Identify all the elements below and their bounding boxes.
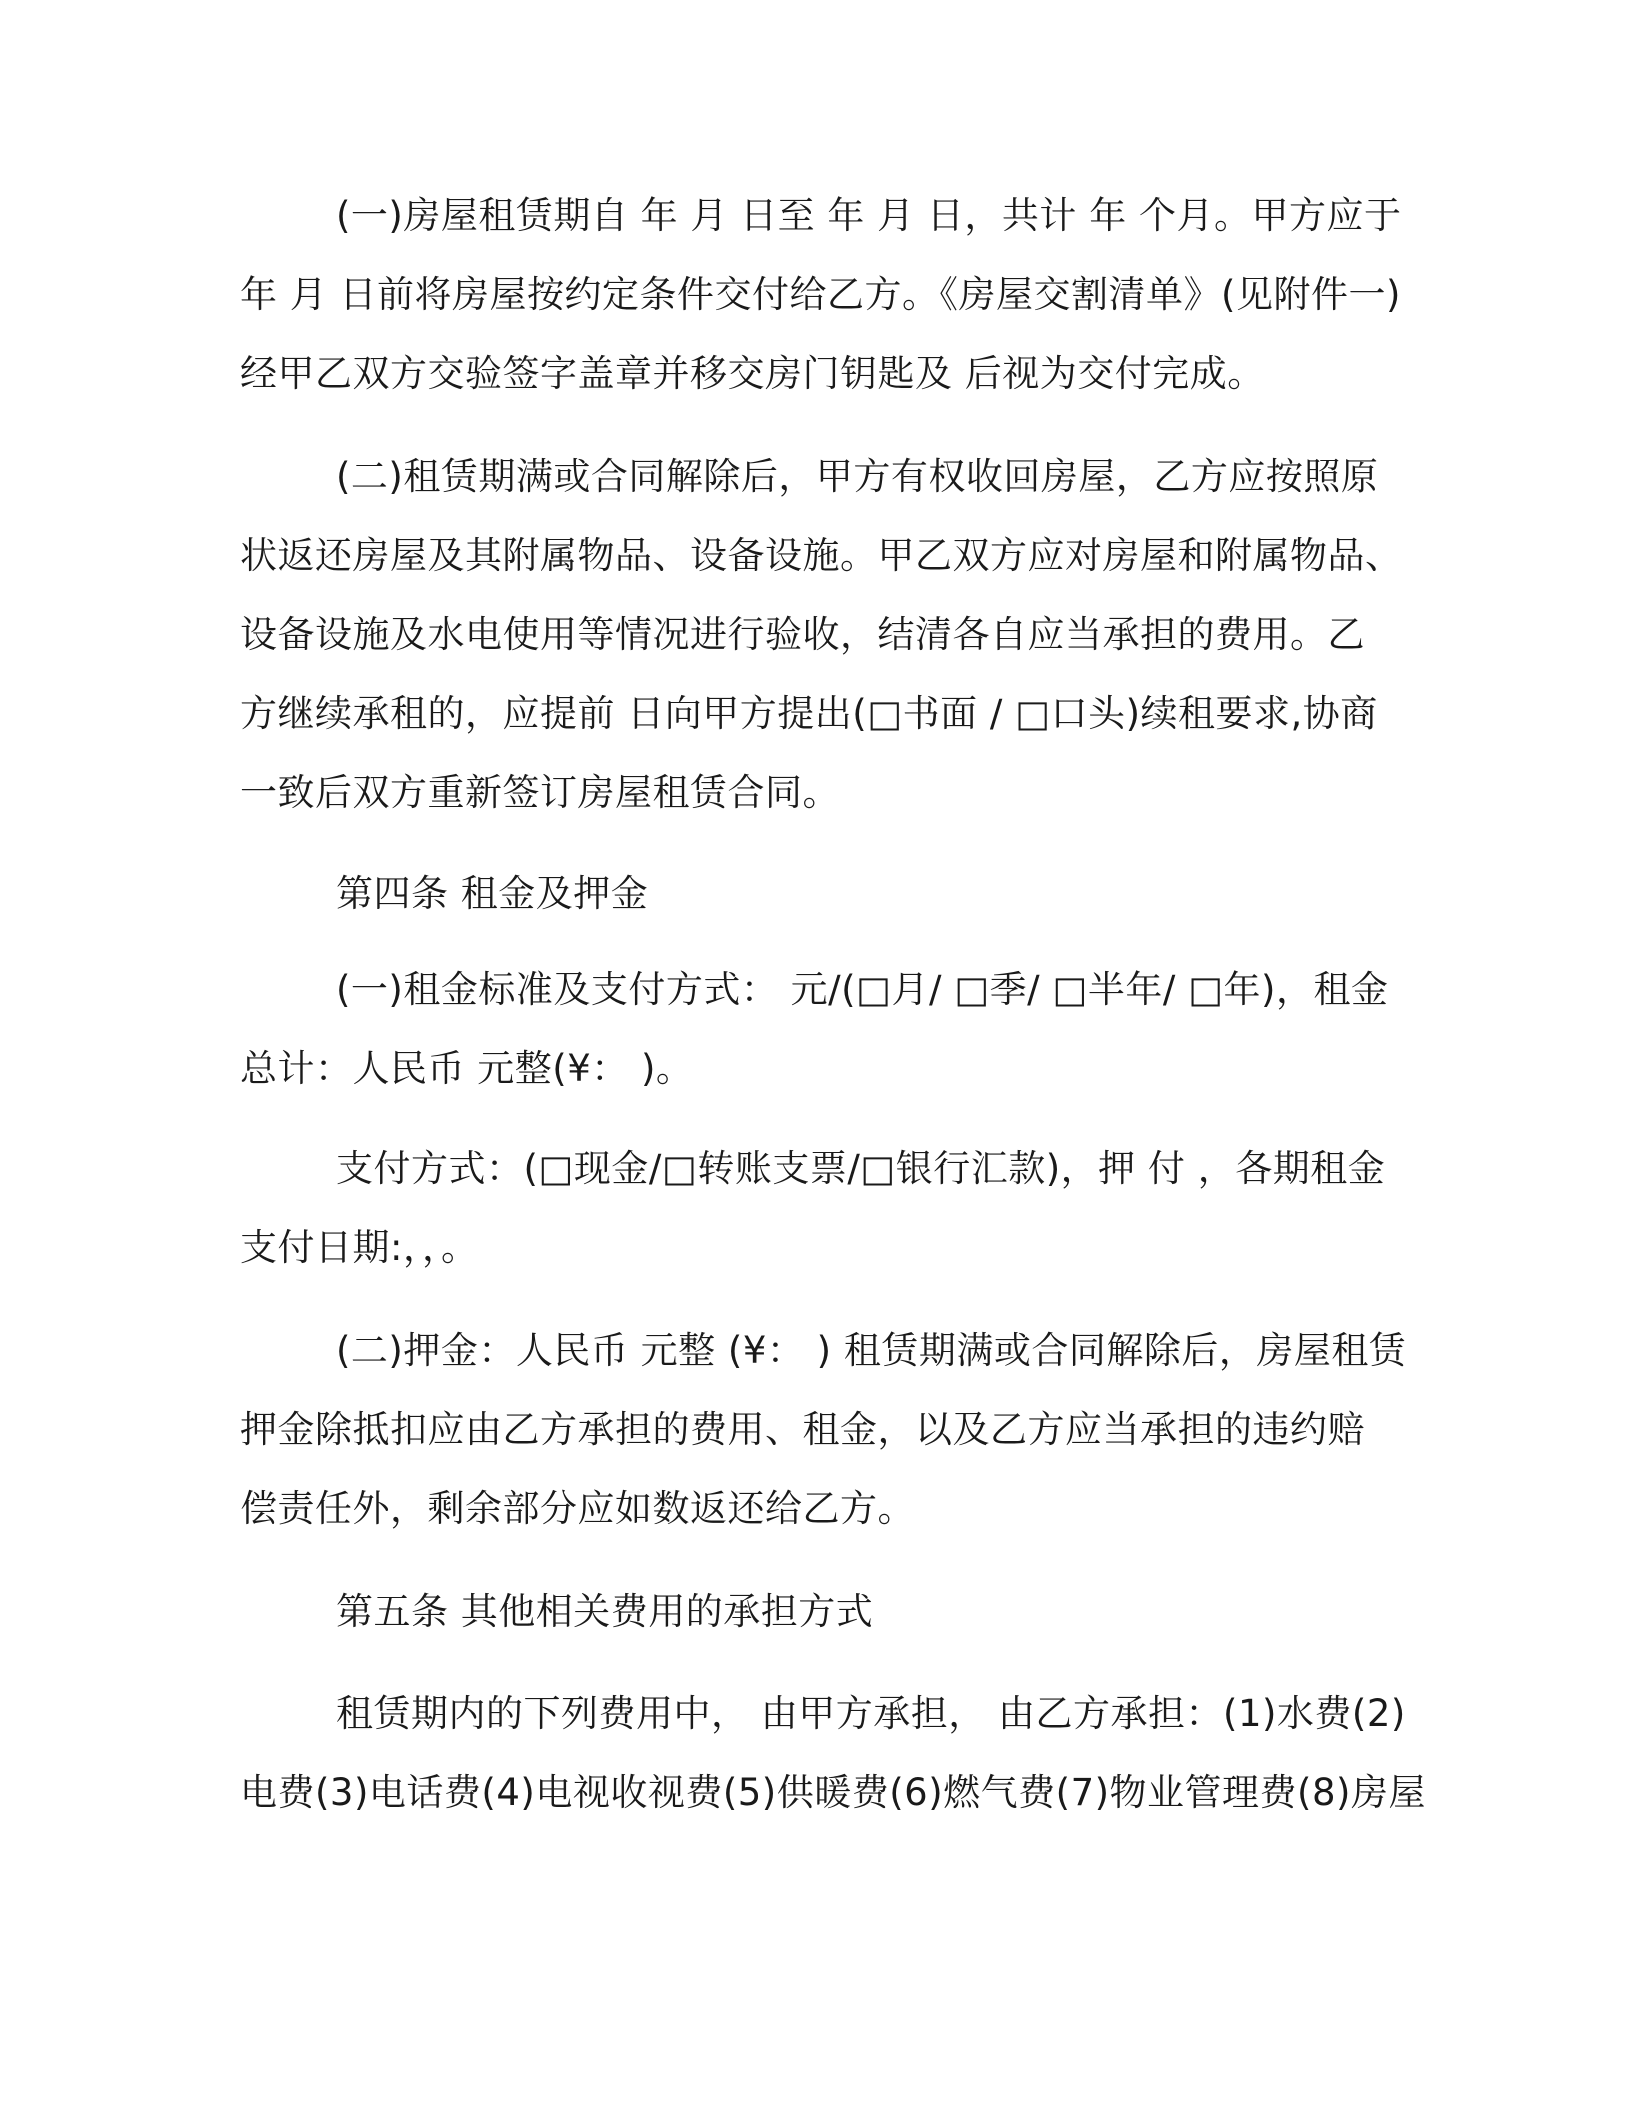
section-heading-article-4 bbox=[240, 854, 1420, 933]
text-line: 方继续承租的，应提前 日向甲方提出(□书面 / □口头)续租要求,协商 bbox=[240, 692, 1378, 735]
text-line: 总计：人民币 元整(¥： )。 bbox=[240, 1047, 694, 1090]
text-line: 押金除抵扣应由乙方承担的费用、租金，以及乙方应当承担的违约赔 bbox=[240, 1408, 1365, 1451]
text-line: 设备设施及水电使用等情况进行验收，结清各自应当承担的费用。乙 bbox=[240, 613, 1365, 656]
text-line: 电费(3)电话费(4)电视收视费(5)供暖费(6)燃气费(7)物业管理费(8)房屋 bbox=[240, 1771, 1426, 1814]
text-line: 经甲乙双方交验签字盖章并移交房门钥匙及 后视为交付完成。 bbox=[240, 352, 1265, 395]
text-line: 偿责任外，剩余部分应如数返还给乙方。 bbox=[240, 1487, 915, 1530]
heading-text: 第四条 租金及押金 bbox=[336, 872, 649, 915]
paragraph-deposit bbox=[240, 1311, 1420, 1548]
text-line: (一)房屋租赁期自 年 月 日至 年 月 日，共计 年 个月。甲方应于 bbox=[336, 194, 1402, 237]
text-line: (二)押金：人民币 元整 (¥： ) 租赁期满或合同解除后，房屋租赁 bbox=[336, 1329, 1407, 1372]
paragraph-lease-term bbox=[240, 176, 1420, 413]
text-line: 年 月 日前将房屋按约定条件交付给乙方。《房屋交割清单》(见附件一) bbox=[240, 273, 1401, 316]
paragraph-payment-method bbox=[240, 1129, 1420, 1287]
heading-text: 第五条 其他相关费用的承担方式 bbox=[336, 1590, 874, 1633]
text-line: 支付方式：(□现金/□转账支票/□银行汇款)，押 付 ，各期租金 bbox=[336, 1147, 1386, 1190]
paragraph-rent-standard bbox=[240, 950, 1420, 1108]
text-line: (二)租赁期满或合同解除后，甲方有权收回房屋，乙方应按照原 bbox=[336, 455, 1379, 498]
paragraph-fees bbox=[240, 1674, 1426, 1832]
section-heading-article-5 bbox=[240, 1572, 1420, 1651]
text-line: 租赁期内的下列费用中， 由甲方承担， 由乙方承担：(1)水费(2) bbox=[336, 1692, 1406, 1735]
paragraph-lease-end bbox=[240, 437, 1420, 832]
text-line: 状返还房屋及其附属物品、设备设施。甲乙双方应对房屋和附属物品、 bbox=[240, 534, 1403, 577]
text-line: 一致后双方重新签订房屋租赁合同。 bbox=[240, 771, 840, 814]
text-line: 支付日期:，，。 bbox=[240, 1226, 479, 1269]
text-line: (一)租金标准及支付方式： 元/(□月/ □季/ □半年/ □年)，租金 bbox=[336, 968, 1389, 1011]
